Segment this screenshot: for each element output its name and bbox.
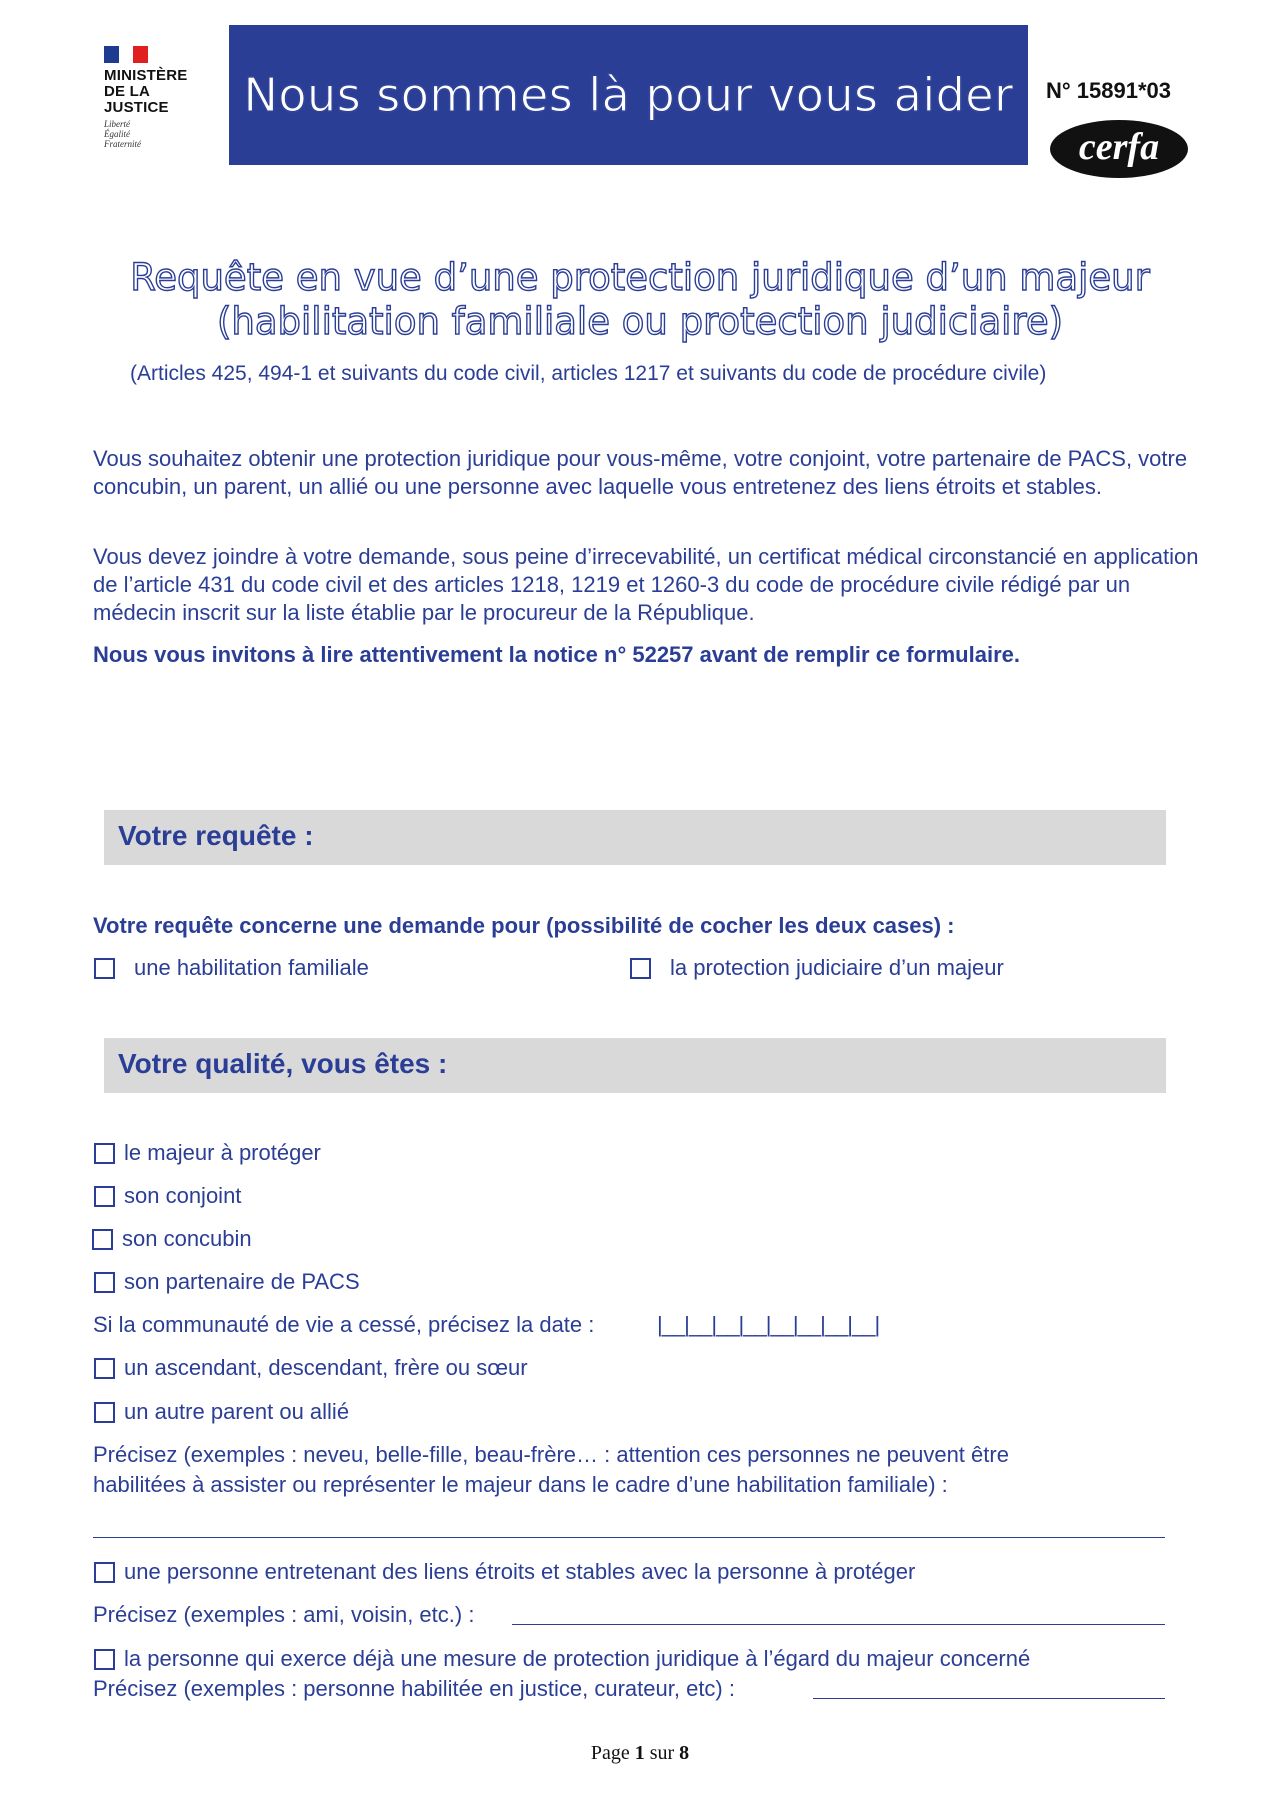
sur-word: sur [649,1742,675,1764]
cerfa-logo-text: cerfa [1078,126,1160,168]
checkbox-mesure-existante[interactable] [94,1649,115,1670]
precisez-parent-input-line[interactable] [93,1537,1165,1538]
current-page-number: 1 [634,1742,645,1764]
section-title-qualite: Votre qualité, vous êtes : [118,1048,448,1079]
ministry-line-1: MINISTÈRE [104,67,188,84]
precisez-mesure-input-line[interactable] [813,1698,1165,1699]
checkbox-conjoint[interactable] [94,1186,115,1207]
intro-paragraph-2: Vous devez joindre à votre demande, sous peine d’irrecevabilité, un certificat médical circonstancié en application de l’article 431 du code civil et des articles 1218, 1219 et 1260-3 du code de procédure civile rédigé par un médecin inscrit sur la liste établie par le procureur de la République. [93,544,1199,625]
date-fin-communaute-field[interactable]: |__|__|__|__|__|__|__|__| [657,1312,880,1337]
ministry-line-2: DE LA JUSTICE [104,83,169,116]
banner-text: Nous sommes là pour vous aider [243,68,1014,122]
label-liens-etroits: une personne entretenant des liens étroits et stables avec la personne à protéger [124,1559,916,1584]
form-title-line-2: (habilitation familiale ou protection judiciaire) [216,300,1064,343]
label-habilitation-familiale: une habilitation familiale [134,955,369,980]
label-majeur-a-proteger: le majeur à protéger [124,1140,321,1165]
precisez-mesure-label: Précisez (exemples : personne habilitée en justice, curateur, etc) : [93,1676,735,1701]
motto-fraternite: Fraternité [104,139,141,149]
checkbox-majeur-a-proteger[interactable] [94,1143,115,1164]
checkbox-ascendant[interactable] [94,1358,115,1379]
intro-paragraph-1: Vous souhaitez obtenir une protection juridique pour vous-même, votre conjoint, votre partenaire de PACS, votre concubin, un parent, un allié ou une personne avec laquelle vous entretenez des liens étroits et stables. [93,446,1188,499]
page-word: Page [590,1742,630,1764]
cerfa-number: N° 15891*03 [1046,78,1172,103]
checkbox-liens-etroits[interactable] [94,1562,115,1583]
requete-question: Votre requête concerne une demande pour (possibilité de cocher les deux cases) : [93,913,955,938]
label-concubin: son concubin [122,1226,252,1251]
checkbox-protection-judiciaire[interactable] [630,958,651,979]
label-ascendant: un ascendant, descendant, frère ou sœur [124,1355,528,1380]
motto-egalite: Égalité [104,129,130,139]
precisez-parent-line-2: habilitées à assister ou représenter le majeur dans le cadre d’une habilitation familiale) : [93,1472,948,1497]
page-footer [0,1742,1280,1765]
label-autre-parent: un autre parent ou allié [124,1399,350,1424]
ministry-name [104,68,214,116]
section-header-qualite [104,1038,1166,1093]
label-conjoint: son conjoint [124,1183,242,1208]
label-mesure-existante: la personne qui exerce déjà une mesure de protection juridique à l’égard du majeur concerné [124,1646,1031,1671]
cerfa-logo [1050,120,1188,178]
total-pages-number: 8 [679,1742,690,1764]
precisez-parent-line-1: Précisez (exemples : neveu, belle-fille, beau-frère… : attention ces personnes ne peuvent être [93,1442,1009,1467]
french-flag-icon [104,46,148,63]
label-partenaire-pacs: son partenaire de PACS [124,1269,360,1294]
section-header-requete [104,810,1166,865]
republic-motto [104,119,214,149]
checkbox-partenaire-pacs[interactable] [94,1272,115,1293]
ministry-logo [104,46,214,149]
form-title-line-1: Requête en vue d’une protection juridique d’un majeur [130,256,1150,299]
checkbox-habilitation-familiale[interactable] [94,958,115,979]
checkbox-concubin[interactable] [92,1229,113,1250]
precisez-liens-input-line[interactable] [512,1624,1165,1625]
form-legal-references: (Articles 425, 494-1 et suivants du code civil, articles 1217 et suivants du code de procédure civile) [130,362,1047,385]
precisez-liens-label: Précisez (exemples : ami, voisin, etc.) : [93,1602,475,1627]
motto-liberte: Liberté [104,119,130,129]
label-protection-judiciaire: la protection judiciaire d’un majeur [670,955,1004,980]
checkbox-autre-parent[interactable] [94,1402,115,1423]
intro-notice-reminder: Nous vous invitons à lire attentivement la notice n° 52257 avant de remplir ce formulaire. [93,642,1020,667]
date-fin-communaute-label: Si la communauté de vie a cessé, précisez la date : [93,1312,595,1337]
form-title [60,256,1220,344]
header-banner [229,25,1028,165]
section-title-requete: Votre requête : [118,820,314,851]
